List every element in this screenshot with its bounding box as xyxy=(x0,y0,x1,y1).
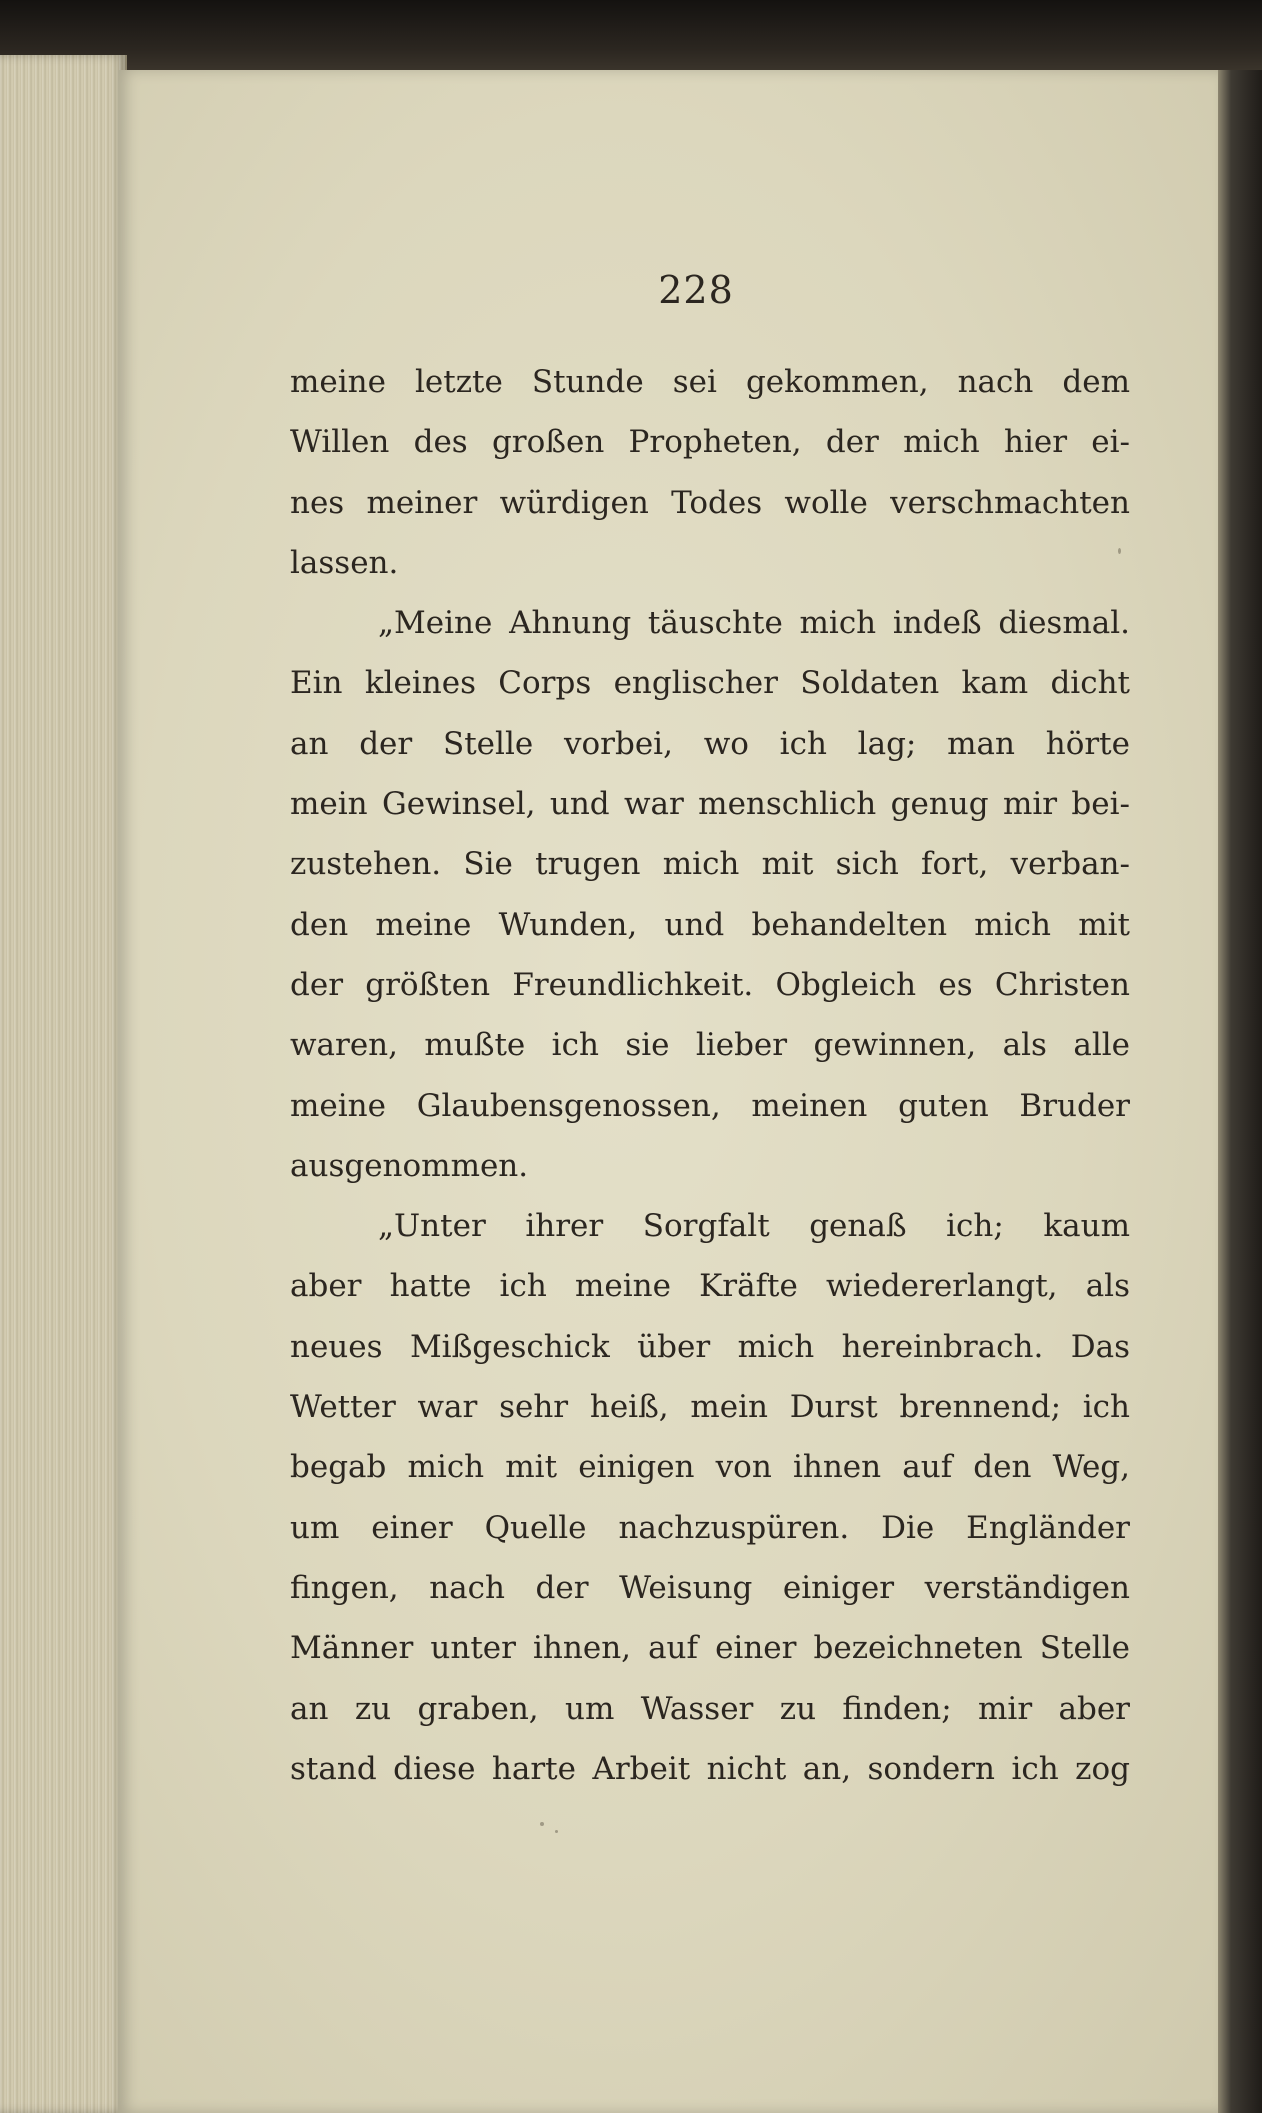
book-right-edge xyxy=(1218,70,1262,2113)
paper-speck xyxy=(555,1830,558,1833)
text-line: Männer unter ihnen, auf einer bezeichneten Stelle xyxy=(290,1630,1130,1667)
text-line: zustehen. Sie trugen mich mit sich fort, verban- xyxy=(290,846,1130,883)
text-line: meine Glaubensgenossen, meinen guten Bruder xyxy=(290,1087,1130,1124)
text-line: an zu graben, um Wasser zu finden; mir aber xyxy=(290,1690,1130,1727)
text-line: „Unter ihrer Sorgfalt genaß ich; kaum xyxy=(378,1208,1130,1245)
text-line: waren, mußte ich sie lieber gewinnen, als alle xyxy=(290,1027,1130,1064)
text-line: stand diese harte Arbeit nicht an, sondern ich zog xyxy=(290,1750,1130,1787)
text-line: ausgenommen. xyxy=(290,1147,529,1184)
text-line: begab mich mit einigen von ihnen auf den Weg, xyxy=(290,1449,1130,1486)
text-line: Ein kleines Corps englischer Soldaten kam dicht xyxy=(290,665,1130,702)
text-line: nes meiner würdigen Todes wolle verschmachten xyxy=(290,484,1130,521)
paper-speck xyxy=(540,1822,544,1826)
text-line: Wetter war sehr heiß, mein Durst brennend; ich xyxy=(290,1389,1130,1426)
text-line: der größten Freundlichkeit. Obgleich es Christen xyxy=(290,966,1130,1003)
text-line: meine letzte Stunde sei gekommen, nach dem xyxy=(290,364,1130,400)
text-line: an der Stelle vorbei, wo ich lag; man hörte xyxy=(290,725,1130,762)
body-text xyxy=(290,352,1130,1799)
text-line: aber hatte ich meine Kräfte wiedererlangt, als xyxy=(290,1268,1130,1305)
page-edges-stack xyxy=(0,55,127,2113)
text-line: „Meine Ahnung täuschte mich indeß diesmal. xyxy=(378,605,1130,642)
text-line: um einer Quelle nachzuspüren. Die Engländer xyxy=(290,1509,1130,1546)
text-line: fingen, nach der Weisung einiger verständigen xyxy=(290,1569,1130,1606)
page-number: 228 xyxy=(658,268,734,312)
text-line: lassen. xyxy=(290,544,399,581)
book-cover-edge xyxy=(0,0,1262,70)
text-line: den meine Wunden, und behandelten mich mit xyxy=(290,906,1130,943)
text-line: mein Gewinsel, und war menschlich genug mir bei- xyxy=(290,786,1130,823)
paper-speck xyxy=(1118,548,1121,554)
text-line: neues Mißgeschick über mich hereinbrach. Das xyxy=(290,1328,1130,1365)
text-line: Willen des großen Propheten, der mich hier ei- xyxy=(290,424,1130,461)
